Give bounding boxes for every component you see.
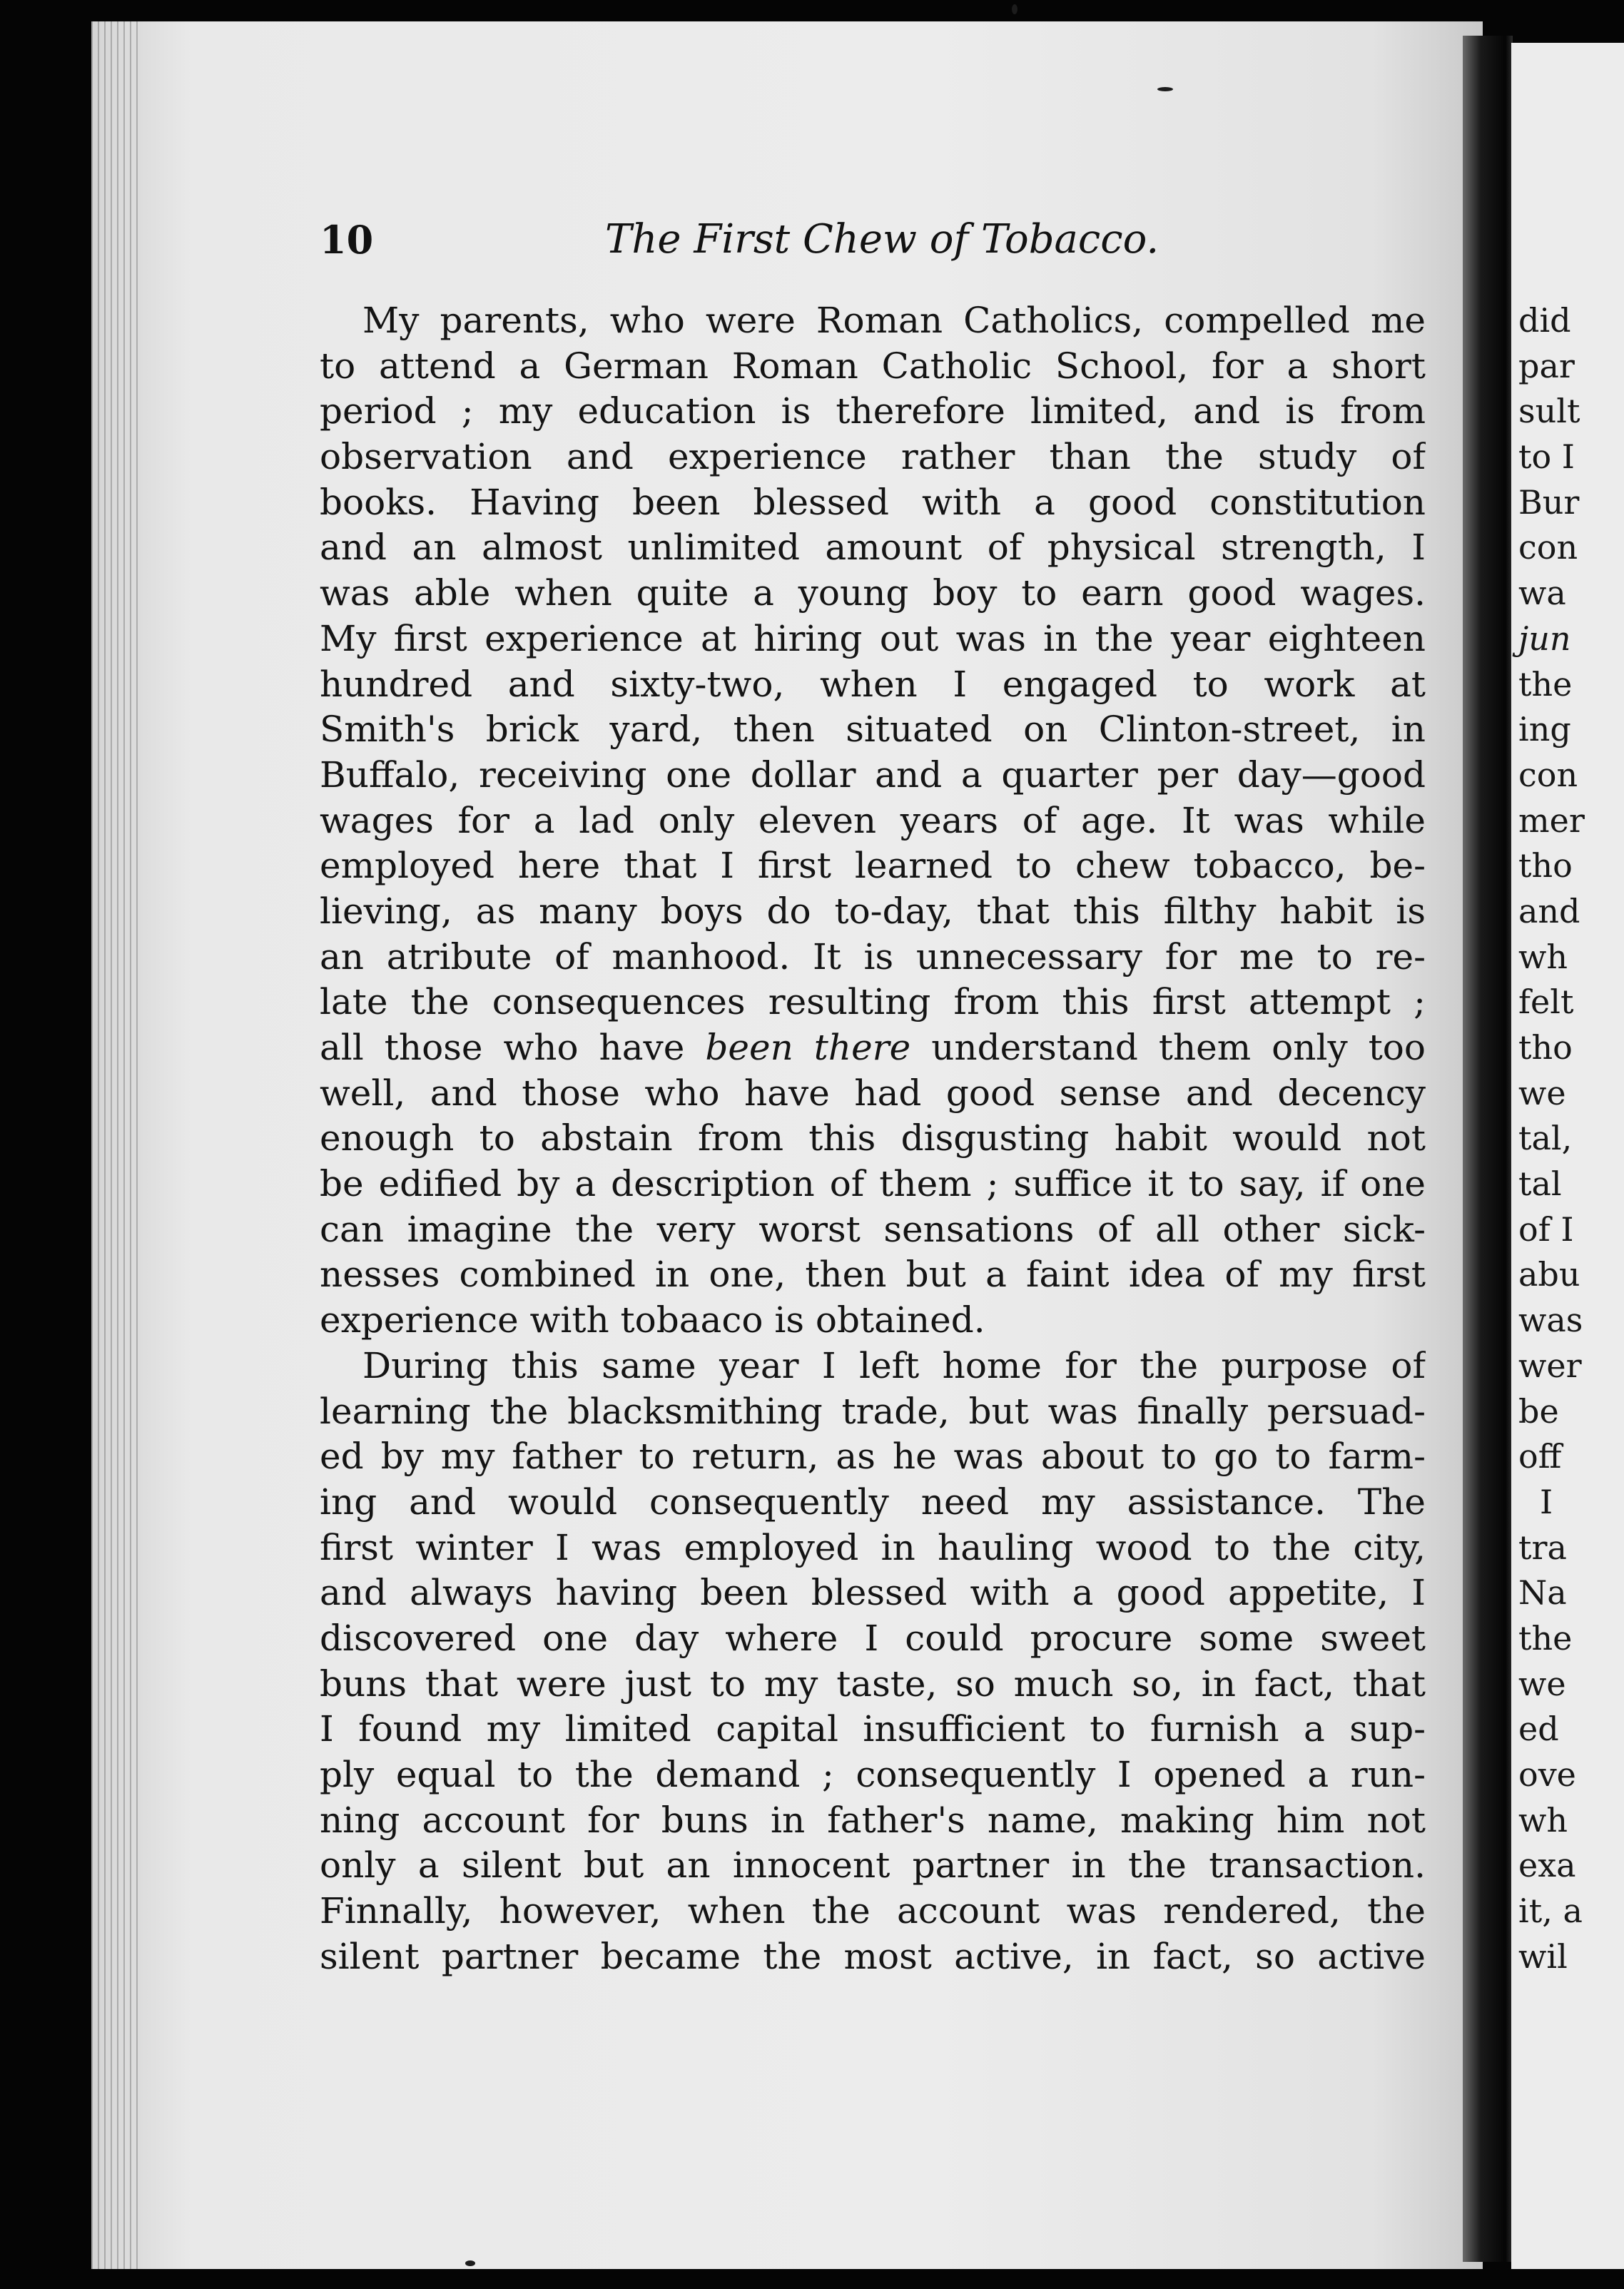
text-line: well, and those who have had good sense and decency	[320, 1072, 1426, 1114]
facing-page-fragment: Na	[1518, 1573, 1567, 1613]
text-segment: understand them only too	[910, 1027, 1426, 1068]
facing-page-fragment: par	[1518, 346, 1575, 385]
facing-page-fragment: Bur	[1518, 482, 1580, 522]
text-line: Buffalo, receiving one dollar and a quarter per day—good	[320, 753, 1426, 796]
facing-page-fragment: we	[1518, 1073, 1566, 1112]
facing-page-fragment: off	[1518, 1437, 1562, 1476]
facing-page-fragment: felt	[1518, 983, 1574, 1022]
text-line: can imagine the very worst sensations of all other sick-	[320, 1208, 1426, 1250]
facing-page-fragment: it, a	[1518, 1892, 1583, 1931]
facing-page-fragment: ove	[1518, 1755, 1576, 1794]
facing-page-fragment: wh	[1518, 937, 1568, 976]
text-line: experience with tobaaco is obtained.	[320, 1299, 985, 1341]
facing-page-fragments	[1518, 298, 1585, 1979]
text-line: Finnally, however, when the account was rendered, the	[320, 1890, 1426, 1932]
facing-page-fragment: sult	[1518, 392, 1580, 431]
text-line-mixed	[320, 1025, 1426, 1071]
scan-speck	[1157, 87, 1173, 91]
text-line: I found my limited capital insufficient to furnish a sup-	[320, 1708, 1426, 1750]
facing-page-fragment: of I	[1518, 1209, 1574, 1249]
facing-page-fragment: wil	[1518, 1937, 1568, 1976]
text-line: period ; my education is therefore limited, and is from	[320, 390, 1426, 432]
facing-page-fragment: be	[1518, 1391, 1559, 1431]
text-line: buns that were just to my taste, so much so, in fact, that	[320, 1663, 1426, 1705]
page-number: 10	[320, 217, 374, 263]
scan-speck	[1012, 4, 1017, 14]
facing-page-fragment: jun	[1518, 619, 1571, 658]
text-line: first winter I was employed in hauling wood to the city,	[320, 1526, 1426, 1568]
facing-page-fragment: did	[1518, 301, 1571, 340]
text-line: an atribute of manhood. It is unnecessary for me to re-	[320, 935, 1426, 978]
facing-page-fragment: the	[1518, 1618, 1573, 1658]
facing-page-fragment: tal,	[1518, 1119, 1573, 1158]
facing-page-fragment: to I	[1518, 437, 1575, 477]
text-line: and an almost unlimited amount of physical strength, I	[320, 527, 1426, 569]
page-header	[320, 211, 1419, 268]
facing-page-fragment: tho	[1518, 1028, 1573, 1067]
text-line: Smith's brick yard, then situated on Clinton-street, in	[320, 709, 1426, 751]
text-line: be edified by a description of them ; suffice it to say, if one	[320, 1163, 1426, 1205]
text-line: observation and experience rather than the study of	[320, 436, 1426, 478]
facing-page-fragment: con	[1518, 528, 1578, 567]
book-gutter	[1463, 36, 1513, 2262]
text-line: ning account for buns in father's name, making him not	[320, 1799, 1426, 1841]
text-line: discovered one day where I could procure some sweet	[320, 1617, 1426, 1659]
text-line: My first experience at hiring out was in the year eighteen	[320, 617, 1426, 659]
facing-page	[1511, 43, 1624, 2269]
facing-page-fragment: the	[1518, 664, 1573, 704]
text-line: lieving, as many boys do to-day, that this filthy habit is	[320, 890, 1426, 932]
text-line: was able when quite a young boy to earn good wages.	[320, 572, 1426, 614]
facing-page-fragment: con	[1518, 755, 1578, 794]
text-line: books. Having been blessed with a good constitution	[320, 481, 1426, 523]
text-line: employed here that I first learned to chew tobacco, be-	[320, 845, 1426, 887]
facing-page-fragment: tho	[1518, 846, 1573, 885]
text-segment: all those who have	[320, 1027, 706, 1068]
running-title: The First Chew of Tobacco.	[605, 216, 1159, 263]
text-line: ed by my father to return, as he was about to go to farm-	[320, 1436, 1426, 1478]
body-text	[320, 298, 1426, 1979]
text-line: silent partner became the most active, in fact, so active	[320, 1935, 1426, 1977]
text-line: only a silent but an innocent partner in the transaction.	[320, 1844, 1426, 1887]
text-line: late the consequences resulting from this first attempt ;	[320, 981, 1426, 1023]
scan-speck	[465, 2260, 475, 2266]
facing-page-fragment: tra	[1518, 1528, 1567, 1567]
text-line: ing and would consequently need my assistance. The	[320, 1481, 1426, 1523]
text-line: nesses combined in one, then but a faint idea of my first	[320, 1254, 1426, 1296]
text-line: During this same year I left home for the purpose of	[362, 1344, 1426, 1386]
facing-page-fragment: tal	[1518, 1164, 1562, 1204]
facing-page-fragment: wh	[1518, 1800, 1568, 1839]
facing-page-fragment: ing	[1518, 710, 1571, 749]
page-edges	[91, 21, 141, 2269]
facing-page-fragment: abu	[1518, 1255, 1580, 1294]
text-line: learning the blacksmithing trade, but was finally persuad-	[320, 1390, 1426, 1432]
facing-page-fragment: we	[1518, 1664, 1566, 1703]
facing-page-fragment: I	[1540, 1482, 1553, 1521]
text-line: ply equal to the demand ; consequently I opened a run-	[320, 1754, 1426, 1795]
facing-page-fragment: ed	[1518, 1710, 1559, 1749]
facing-page-fragment: was	[1518, 1301, 1583, 1340]
text-line: wages for a lad only eleven years of age. It was while	[320, 799, 1426, 841]
facing-page-fragment: exa	[1518, 1846, 1576, 1885]
facing-page-fragment: and	[1518, 891, 1580, 930]
text-line: My parents, who were Roman Catholics, compelled me	[362, 300, 1426, 341]
facing-page-fragment: mer	[1518, 801, 1585, 840]
text-line: hundred and sixty-two, when I engaged to work at	[320, 663, 1426, 705]
italic-phrase: been there	[705, 1027, 911, 1068]
text-line: to attend a German Roman Catholic School, for a short	[320, 345, 1426, 387]
text-line: and always having been blessed with a good appetite, I	[320, 1572, 1426, 1614]
facing-page-fragment: wa	[1518, 574, 1566, 613]
facing-page-fragment: wer	[1518, 1346, 1582, 1385]
text-line: enough to abstain from this disgusting habit would not	[320, 1117, 1426, 1159]
